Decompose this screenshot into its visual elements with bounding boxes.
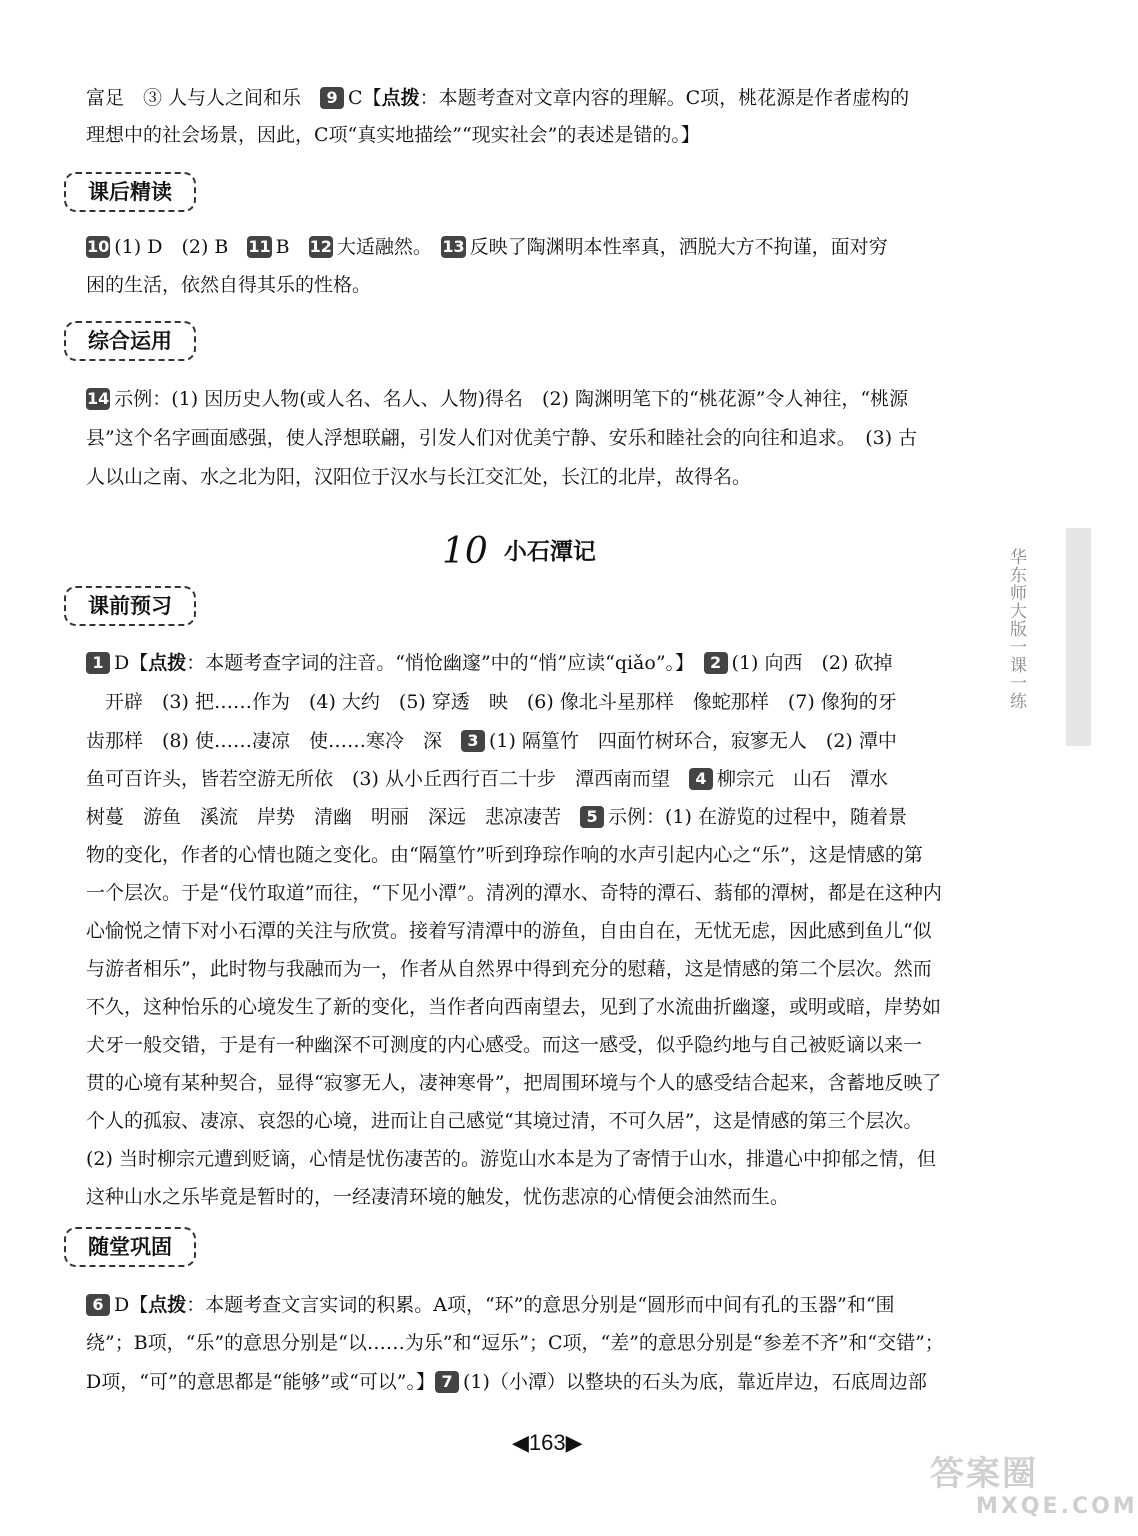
- text-line: [86, 691, 897, 713]
- text-line: [86, 882, 942, 904]
- question-number-badge: 5: [580, 806, 604, 828]
- text-line: [86, 466, 751, 488]
- section-label-after-class: 课后精读: [64, 172, 196, 212]
- line-text: 这种山水之乐毕竟是暂时的，一经凄清环境的触发，忧伤悲凉的心情便会油然而生。: [86, 1186, 790, 1208]
- question-number-badge: 2: [704, 652, 728, 674]
- line-text: C【: [348, 87, 382, 109]
- text-line: [86, 427, 917, 449]
- text-line: [86, 920, 932, 942]
- line-text: 柳宗元 山石 潭水: [716, 768, 888, 790]
- side-tab-text: 华东师大版一课一练: [1006, 548, 1026, 710]
- line-text: 不久，这种怡乐的心境发生了新的变化，当作者向西南望去，见到了水流曲折幽邃，或明或暗，岸势如: [86, 996, 942, 1018]
- text-line: [86, 1034, 922, 1056]
- text-line: [86, 1186, 789, 1208]
- hint-label: 点拨: [381, 87, 420, 109]
- line-text: ：本题考查文言实词的积累。A项，“环”的意思分别是“圆形而中间有孔的玉器”和“围: [186, 1294, 895, 1316]
- side-tab: [1066, 528, 1091, 746]
- line-text: 齿那样 (8) 使……凄凉 使……寒冷 深: [86, 730, 461, 752]
- line-text: 示例：(1) 因历史人物(或人名、名人、人物)得名 (2) 陶渊明笔下的“桃花源”令人神往，“桃源: [114, 388, 909, 410]
- question-number-badge: 10: [87, 237, 110, 256]
- line-text: 开辟 (3) 把……作为 (4) 大约 (5) 穿透 映 (6) 像北斗星那样 像蛇那样 (7) 像狗的牙: [86, 691, 897, 713]
- line-text: B: [275, 236, 309, 258]
- text-line: [86, 274, 371, 296]
- line-text: (1) 向西 (2) 砍掉: [731, 652, 893, 674]
- question-number-badge: 6: [86, 1294, 110, 1316]
- question-number-badge: 13: [442, 237, 465, 256]
- text-line: [86, 768, 888, 790]
- question-number-badge: 1: [86, 652, 110, 674]
- text-line: [86, 236, 888, 258]
- line-text: (1)（小潭）以整块的石头为底，靠近岸边，石底周边部: [463, 1371, 927, 1393]
- text-line: [86, 87, 909, 109]
- line-text: 个人的孤寂、凄凉、哀怨的心境，进而让自己感觉“其境过清，不可久居”，这是情感的第三个层次。: [86, 1110, 923, 1132]
- line-text: 与游者相乐”，此时物与我融而为一，作者从自然界中得到充分的慰藉，这是情感的第二个层次。然而: [86, 958, 932, 980]
- section-label-preview: 课前预习: [64, 586, 196, 626]
- line-text: 鱼可百许头，皆若空游无所依 (3) 从小丘西行百二十步 潭西南而望: [86, 768, 689, 790]
- lesson-title: [442, 532, 596, 572]
- line-text: ：本题考查字词的注音。“悄怆幽邃”中的“悄”应读“qiǎo”。】: [186, 652, 704, 674]
- question-number-badge: 7: [435, 1371, 459, 1393]
- section-label-comprehensive: 综合运用: [64, 321, 196, 361]
- text-line: [86, 1332, 944, 1354]
- line-text: 绕”；B项，“乐”的意思分别是“以……为乐”和“逗乐”；C项，“差”的意思分别是“参差不齐”和“交错”；: [86, 1332, 944, 1354]
- page-number: ◀163▶: [512, 1430, 583, 1455]
- line-text: 心愉悦之情下对小石潭的关注与欣赏。接着写清潭中的游鱼，自由自在，无忧无虑，因此感到鱼儿“似: [86, 920, 932, 942]
- line-text: 人以山之南、水之北为阳，汉阳位于汉水与长江交汇处，长江的北岸，故得名。: [86, 466, 752, 488]
- line-text: 一个层次。于是“伐竹取道”而往，“下见小潭”。清冽的潭水、奇特的潭石、蓊郁的潭树，都是在这种内: [86, 882, 942, 904]
- hint-label: 点拨: [148, 1294, 187, 1316]
- text-line: [86, 1371, 927, 1393]
- watermark-logo: 答案圈: [930, 1454, 1038, 1494]
- line-text: 大适融然。: [336, 236, 442, 258]
- line-text: (1) 隔篁竹 四面竹树环合，寂寥无人 (2) 潭中: [488, 730, 897, 752]
- text-line: [86, 730, 897, 752]
- line-text: D【: [114, 652, 149, 674]
- text-line: [86, 652, 892, 674]
- text-line: [86, 1148, 936, 1170]
- text-line: [86, 1072, 941, 1094]
- text-line: [86, 124, 700, 146]
- lesson-name: 小石潭记: [503, 538, 596, 565]
- watermark-url: MXQE.COM: [976, 1494, 1138, 1519]
- line-text: 困的生活，依然自得其乐的性格。: [86, 274, 372, 296]
- line-text: 理想中的社会场景，因此，C项“真实地描绘”“现实社会”的表述是错的。】: [86, 124, 700, 146]
- line-text: (1) D (2) B: [114, 236, 248, 258]
- text-line: [86, 388, 908, 410]
- question-number-badge: 9: [320, 87, 344, 109]
- line-text: 富足 ③ 人与人之间和乐: [86, 87, 321, 109]
- question-number-badge: 4: [689, 768, 713, 790]
- text-line: [86, 806, 907, 828]
- line-text: ：本题考查对文章内容的理解。C项，桃花源是作者虚构的: [419, 87, 910, 109]
- text-line: [86, 1294, 895, 1316]
- line-text: D【: [114, 1294, 149, 1316]
- question-number-badge: 14: [87, 389, 110, 408]
- hint-label: 点拨: [148, 652, 187, 674]
- question-number-badge: 3: [461, 730, 485, 752]
- text-line: [86, 844, 923, 866]
- text-line: [86, 996, 941, 1018]
- text-line: [86, 1110, 922, 1132]
- line-text: 示例：(1) 在游览的过程中，随着景: [608, 806, 907, 828]
- lesson-number: 10: [442, 531, 488, 572]
- line-text: 贯的心境有某种契合，显得“寂寥无人，凄神寒骨”，把周围环境与个人的感受结合起来，含蓄地反映了: [86, 1072, 942, 1094]
- line-text: D项，“可”的意思都是“能够”或“可以”。】: [86, 1371, 436, 1393]
- question-number-badge: 12: [309, 237, 332, 256]
- section-label-consolidate: 随堂巩固: [64, 1227, 196, 1267]
- text-line: [86, 958, 932, 980]
- line-text: 犬牙一般交错，于是有一种幽深不可测度的内心感受。而这一感受，似乎隐约地与自己被贬谪以来一: [86, 1034, 923, 1056]
- line-text: 树蔓 游鱼 溪流 岸势 清幽 明丽 深远 悲凉凄苦: [86, 806, 581, 828]
- line-text: 反映了陶渊明本性率真，洒脱大方不拘谨，面对穷: [469, 236, 888, 258]
- line-text: (2) 当时柳宗元遭到贬谪，心情是忧伤凄苦的。游览山水本是为了寄情于山水，排遣心中抑郁之情，但: [86, 1148, 936, 1170]
- line-text: 县”这个名字画面感强，使人浮想联翩，引发人们对优美宁静、安乐和睦社会的向往和追求。 (3) 古: [86, 427, 918, 449]
- question-number-badge: 11: [248, 237, 271, 256]
- line-text: 物的变化，作者的心情也随之变化。由“隔篁竹”听到琤琮作响的水声引起内心之“乐”，这是情感的第: [86, 844, 923, 866]
